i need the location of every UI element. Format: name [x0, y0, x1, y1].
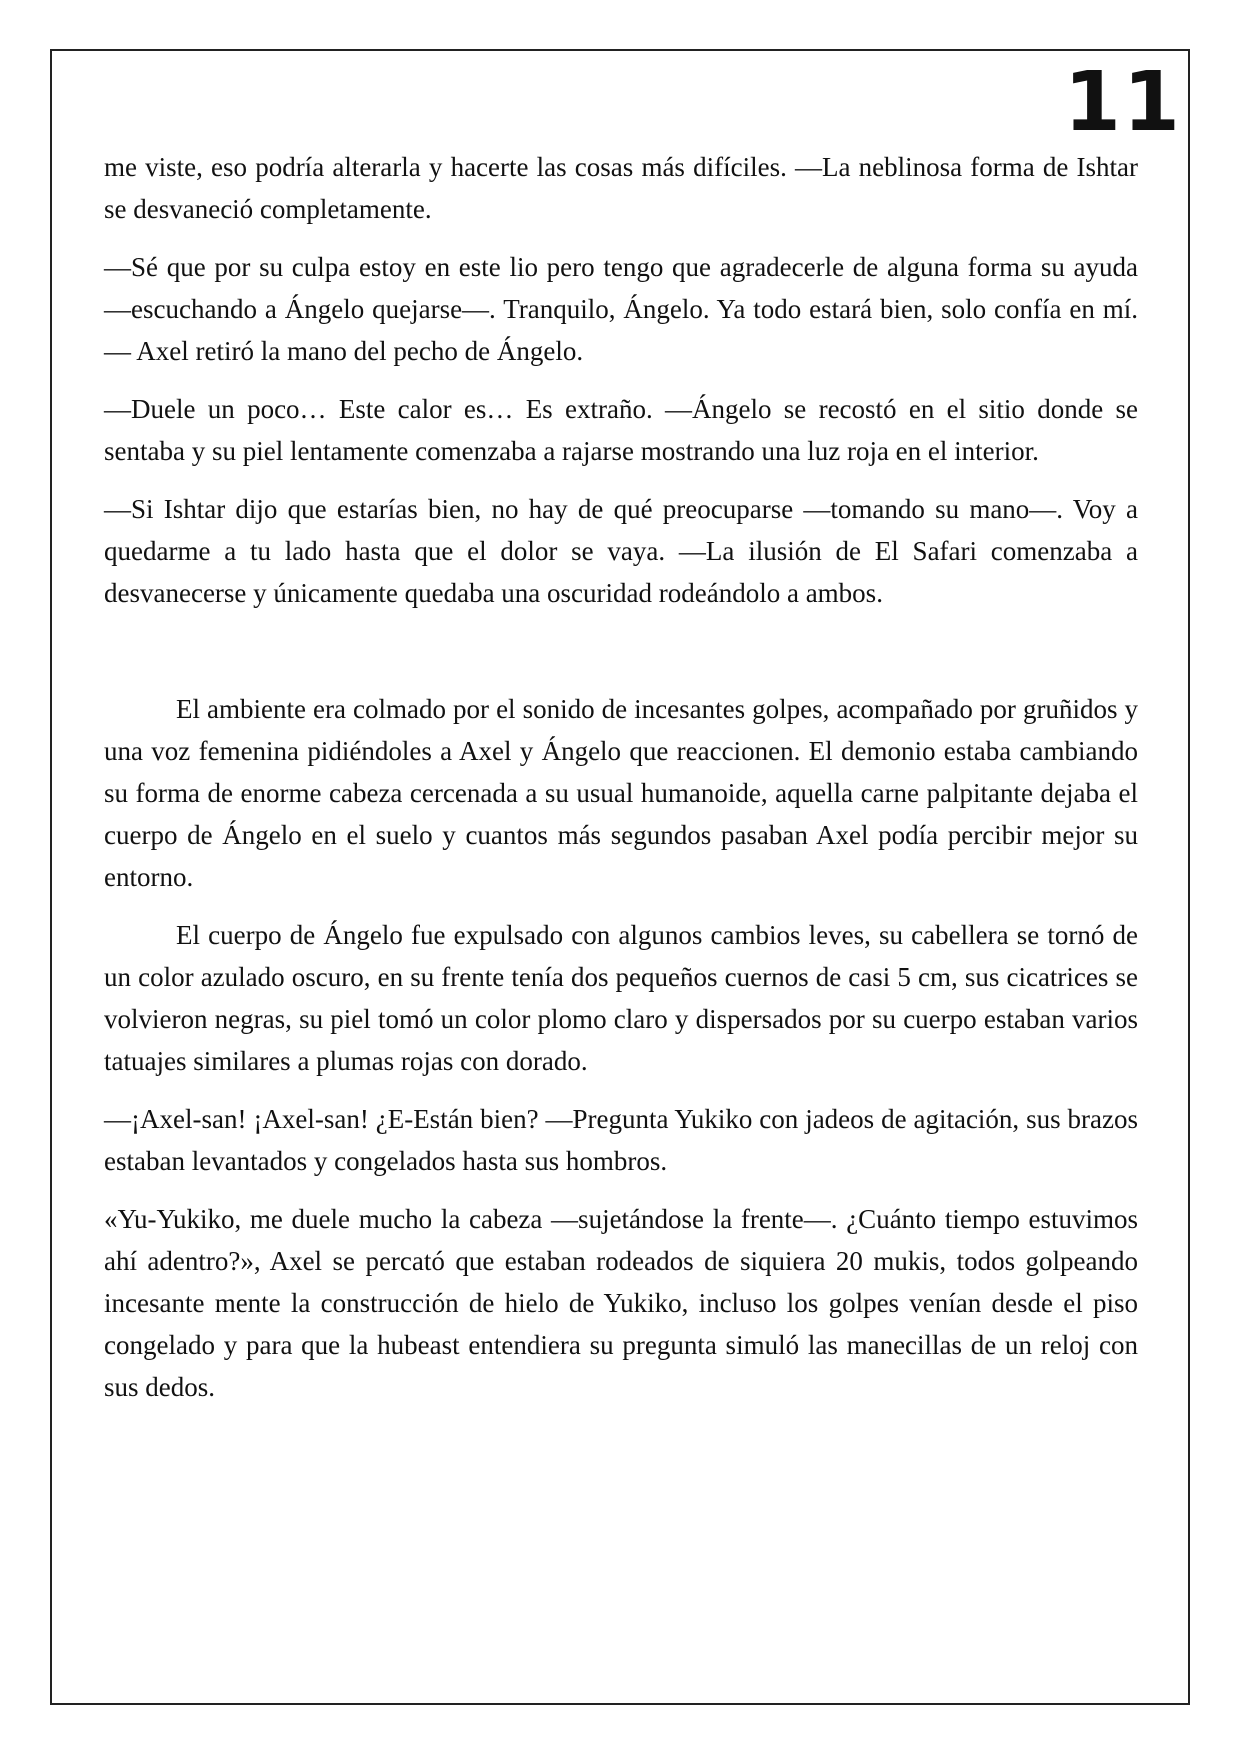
paragraph: El cuerpo de Ángelo fue expulsado con algunos cambios leves, su cabellera se tornó de un color azulado oscuro, en su frente tenía dos pequeños cuernos de casi 5 cm, sus cicatrices se volvieron negras, su piel tomó un color plomo claro y dispersados por su cuerpo estaban varios tatuajes similares a plumas rojas con dorado. — [104, 920, 1138, 1076]
text-body — [104, 146, 1138, 1424]
section-break — [104, 630, 1138, 688]
paragraph: —¡Axel-san! ¡Axel-san! ¿E-Están bien? —Pregunta Yukiko con jadeos de agitación, sus brazos estaban levantados y congelados hasta sus hombros. — [104, 1104, 1138, 1176]
page-number: 11 — [1063, 55, 1182, 150]
paragraph: —Duele un poco… Este calor es… Es extraño. —Ángelo se recostó en el sitio donde se sentaba y su piel lentamente comenzaba a rajarse mostrando una luz roja en el interior. — [104, 394, 1138, 466]
paragraph: —Si Ishtar dijo que estarías bien, no hay de qué preocuparse —tomando su mano—. Voy a quedarme a tu lado hasta que el dolor se vaya. —La ilusión de El Safari comenzaba a desvanecerse y únicamente quedaba una oscuridad rodeándolo a ambos. — [104, 494, 1138, 608]
paragraph: —Sé que por su culpa estoy en este lio pero tengo que agradecerle de alguna forma su ayuda —escuchando a Ángelo quejarse—. Tranquilo, Ángelo. Ya todo estará bien, solo confía en mí. — Axel retiró la mano del pecho de Ángelo. — [104, 252, 1138, 366]
paragraph: me viste, eso podría alterarla y hacerte las cosas más difíciles. —La neblinosa forma de Ishtar se desvaneció completamente. — [104, 152, 1138, 224]
paragraph: «Yu-Yukiko, me duele mucho la cabeza —sujetándose la frente—. ¿Cuánto tiempo estuvimos ahí adentro?», Axel se percató que estaban rodeados de siquiera 20 mukis, todos golpeando incesante mente la construcción de hielo de Yukiko, incluso los golpes venían desde el piso congelado y para que la hubeast entendiera su pregunta simuló las manecillas de un reloj con sus dedos. — [104, 1204, 1138, 1402]
paragraph: El ambiente era colmado por el sonido de incesantes golpes, acompañado por gruñidos y una voz femenina pidiéndoles a Axel y Ángelo que reaccionen. El demonio estaba cambiando su forma de enorme cabeza cercenada a su usual humanoide, aquella carne palpitante dejaba el cuerpo de Ángelo en el suelo y cuantos más segundos pasaban Axel podía percibir mejor su entorno. — [104, 694, 1138, 892]
